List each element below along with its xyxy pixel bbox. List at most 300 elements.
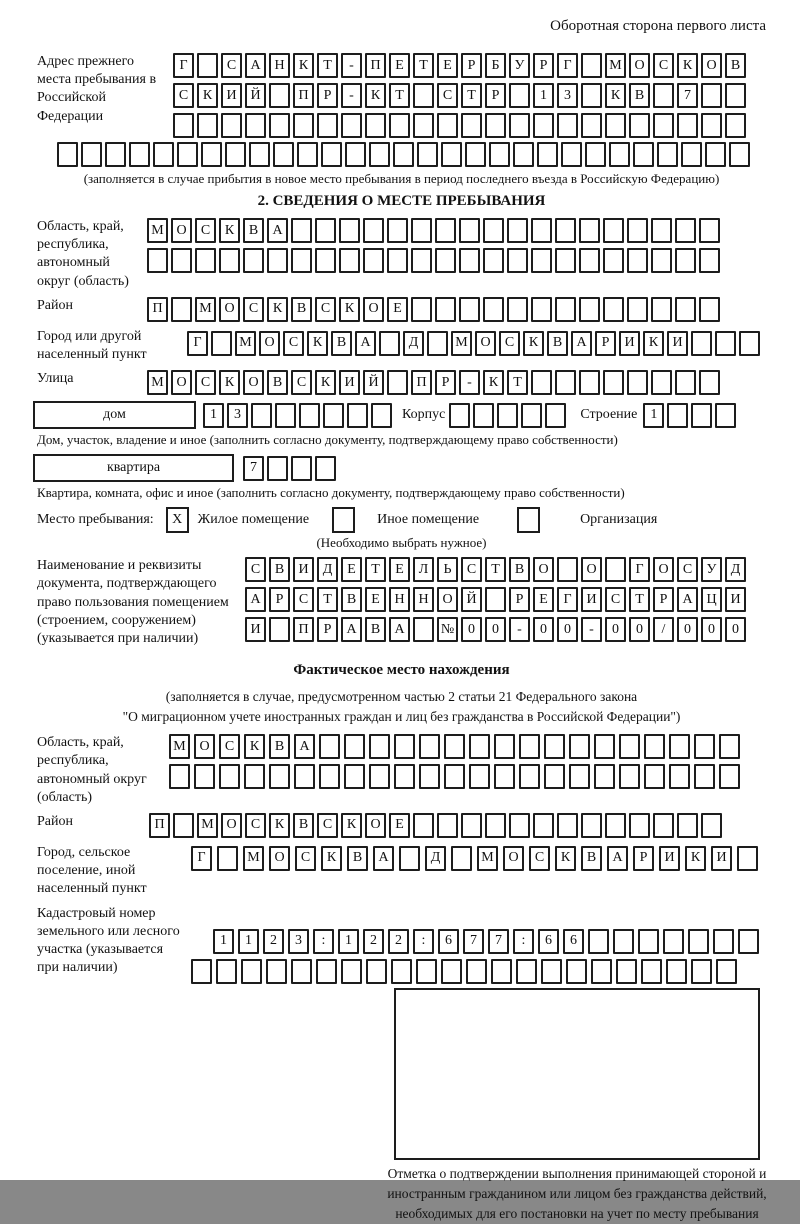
- char-box[interactable]: О: [629, 53, 650, 78]
- char-box[interactable]: [507, 218, 528, 243]
- char-box[interactable]: [147, 248, 168, 273]
- char-box[interactable]: [519, 764, 540, 789]
- char-box[interactable]: Е: [387, 297, 408, 322]
- char-box[interactable]: Н: [389, 587, 410, 612]
- char-box[interactable]: Д: [725, 557, 746, 582]
- char-box[interactable]: [509, 113, 530, 138]
- char-box[interactable]: [365, 113, 386, 138]
- char-box[interactable]: О: [171, 218, 192, 243]
- char-box[interactable]: О: [219, 297, 240, 322]
- char-box[interactable]: Л: [413, 557, 434, 582]
- char-box[interactable]: [444, 734, 465, 759]
- char-box[interactable]: Е: [341, 557, 362, 582]
- char-box[interactable]: [594, 734, 615, 759]
- char-box[interactable]: [171, 297, 192, 322]
- char-box[interactable]: [691, 959, 712, 984]
- char-box[interactable]: Т: [485, 557, 506, 582]
- char-box[interactable]: К: [555, 846, 576, 871]
- char-box[interactable]: [341, 113, 362, 138]
- char-box[interactable]: М: [243, 846, 264, 871]
- char-box[interactable]: М: [605, 53, 626, 78]
- char-box[interactable]: Й: [245, 83, 266, 108]
- char-box[interactable]: В: [293, 813, 314, 838]
- char-box[interactable]: [413, 83, 434, 108]
- char-box[interactable]: 7: [463, 929, 484, 954]
- char-box[interactable]: [533, 813, 554, 838]
- char-box[interactable]: О: [475, 331, 496, 356]
- char-box[interactable]: О: [221, 813, 242, 838]
- char-box[interactable]: Р: [317, 617, 338, 642]
- char-box[interactable]: [269, 764, 290, 789]
- char-box[interactable]: И: [725, 587, 746, 612]
- char-box[interactable]: [651, 370, 672, 395]
- char-box[interactable]: [201, 142, 222, 167]
- char-box[interactable]: Т: [317, 53, 338, 78]
- char-box[interactable]: М: [147, 218, 168, 243]
- char-box[interactable]: [291, 456, 312, 481]
- char-box[interactable]: -: [341, 53, 362, 78]
- char-box[interactable]: [557, 557, 578, 582]
- char-box[interactable]: [507, 297, 528, 322]
- char-box[interactable]: [449, 403, 470, 428]
- char-box[interactable]: 0: [701, 617, 722, 642]
- char-box[interactable]: [211, 331, 232, 356]
- char-box[interactable]: [369, 142, 390, 167]
- char-box[interactable]: К: [339, 297, 360, 322]
- char-box[interactable]: [275, 403, 296, 428]
- char-box[interactable]: [677, 813, 698, 838]
- char-box[interactable]: [657, 142, 678, 167]
- char-box[interactable]: В: [341, 587, 362, 612]
- char-box[interactable]: Г: [557, 587, 578, 612]
- char-box[interactable]: Р: [485, 83, 506, 108]
- char-box[interactable]: 0: [533, 617, 554, 642]
- char-box[interactable]: К: [267, 297, 288, 322]
- char-box[interactable]: [291, 959, 312, 984]
- char-box[interactable]: [249, 142, 270, 167]
- char-box[interactable]: [459, 297, 480, 322]
- char-box[interactable]: Б: [485, 53, 506, 78]
- char-box[interactable]: А: [294, 734, 315, 759]
- char-box[interactable]: [509, 813, 530, 838]
- char-box[interactable]: [217, 846, 238, 871]
- char-box[interactable]: [344, 764, 365, 789]
- char-box[interactable]: [267, 456, 288, 481]
- char-box[interactable]: [417, 142, 438, 167]
- char-box[interactable]: [266, 959, 287, 984]
- char-box[interactable]: [269, 113, 290, 138]
- char-box[interactable]: [675, 248, 696, 273]
- char-box[interactable]: П: [293, 83, 314, 108]
- char-box[interactable]: С: [529, 846, 550, 871]
- char-box[interactable]: [739, 331, 760, 356]
- char-box[interactable]: О: [701, 53, 722, 78]
- char-box[interactable]: [581, 113, 602, 138]
- char-box[interactable]: [579, 218, 600, 243]
- char-box[interactable]: [291, 218, 312, 243]
- char-box[interactable]: [459, 218, 480, 243]
- char-box[interactable]: [173, 813, 194, 838]
- char-box[interactable]: П: [365, 53, 386, 78]
- char-box[interactable]: [675, 297, 696, 322]
- char-box[interactable]: [441, 142, 462, 167]
- char-box[interactable]: [225, 142, 246, 167]
- char-box[interactable]: [581, 813, 602, 838]
- char-box[interactable]: [555, 370, 576, 395]
- char-box[interactable]: С: [221, 53, 242, 78]
- char-box[interactable]: [387, 370, 408, 395]
- char-box[interactable]: [699, 218, 720, 243]
- char-box[interactable]: [105, 142, 126, 167]
- char-box[interactable]: -: [509, 617, 530, 642]
- char-box[interactable]: [591, 959, 612, 984]
- char-box[interactable]: Г: [173, 53, 194, 78]
- char-box[interactable]: [719, 734, 740, 759]
- char-box[interactable]: А: [341, 617, 362, 642]
- char-box[interactable]: К: [341, 813, 362, 838]
- char-box[interactable]: [347, 403, 368, 428]
- char-box[interactable]: [675, 370, 696, 395]
- char-box[interactable]: [244, 764, 265, 789]
- char-box[interactable]: [339, 218, 360, 243]
- char-box[interactable]: [653, 813, 674, 838]
- char-box[interactable]: [557, 813, 578, 838]
- char-box[interactable]: Г: [557, 53, 578, 78]
- char-box[interactable]: [715, 403, 736, 428]
- char-box[interactable]: О: [437, 587, 458, 612]
- char-box[interactable]: [725, 83, 746, 108]
- char-box[interactable]: Н: [269, 53, 290, 78]
- char-box[interactable]: 3: [557, 83, 578, 108]
- char-box[interactable]: [715, 331, 736, 356]
- char-box[interactable]: [581, 83, 602, 108]
- char-box[interactable]: [485, 113, 506, 138]
- char-box[interactable]: [627, 370, 648, 395]
- char-box[interactable]: [519, 734, 540, 759]
- char-box[interactable]: [437, 113, 458, 138]
- char-box[interactable]: :: [413, 929, 434, 954]
- char-box[interactable]: [516, 959, 537, 984]
- char-box[interactable]: И: [659, 846, 680, 871]
- char-box[interactable]: [339, 248, 360, 273]
- char-box[interactable]: В: [365, 617, 386, 642]
- char-box[interactable]: [737, 846, 758, 871]
- char-box[interactable]: О: [653, 557, 674, 582]
- char-box[interactable]: [171, 248, 192, 273]
- char-box[interactable]: [594, 764, 615, 789]
- char-box[interactable]: [569, 764, 590, 789]
- char-box[interactable]: 3: [288, 929, 309, 954]
- char-box[interactable]: Р: [533, 53, 554, 78]
- char-box[interactable]: [391, 959, 412, 984]
- char-box[interactable]: [57, 142, 78, 167]
- char-box[interactable]: [316, 959, 337, 984]
- char-box[interactable]: А: [245, 587, 266, 612]
- char-box[interactable]: [681, 142, 702, 167]
- char-box[interactable]: [691, 403, 712, 428]
- char-box[interactable]: [585, 142, 606, 167]
- char-box[interactable]: Й: [461, 587, 482, 612]
- char-box[interactable]: [691, 331, 712, 356]
- char-box[interactable]: [579, 370, 600, 395]
- char-box[interactable]: [466, 959, 487, 984]
- char-box[interactable]: 3: [227, 403, 248, 428]
- char-box[interactable]: [675, 218, 696, 243]
- char-box[interactable]: Т: [317, 587, 338, 612]
- char-box[interactable]: [609, 142, 630, 167]
- char-box[interactable]: [299, 403, 320, 428]
- char-box[interactable]: Е: [365, 587, 386, 612]
- char-box[interactable]: [653, 83, 674, 108]
- char-box[interactable]: В: [629, 83, 650, 108]
- char-box[interactable]: [394, 734, 415, 759]
- char-box[interactable]: С: [173, 83, 194, 108]
- char-box[interactable]: И: [245, 617, 266, 642]
- char-box[interactable]: И: [339, 370, 360, 395]
- char-box[interactable]: 6: [563, 929, 584, 954]
- char-box[interactable]: В: [269, 557, 290, 582]
- char-box[interactable]: 6: [538, 929, 559, 954]
- char-box[interactable]: И: [221, 83, 242, 108]
- char-box[interactable]: В: [269, 734, 290, 759]
- checkbox-organizatsiya[interactable]: [517, 507, 540, 533]
- char-box[interactable]: [387, 218, 408, 243]
- char-box[interactable]: К: [293, 53, 314, 78]
- char-box[interactable]: [323, 403, 344, 428]
- char-box[interactable]: 7: [677, 83, 698, 108]
- char-box[interactable]: [633, 142, 654, 167]
- char-box[interactable]: В: [331, 331, 352, 356]
- char-box[interactable]: [369, 764, 390, 789]
- char-box[interactable]: П: [293, 617, 314, 642]
- char-box[interactable]: И: [581, 587, 602, 612]
- char-box[interactable]: С: [437, 83, 458, 108]
- char-box[interactable]: 0: [629, 617, 650, 642]
- char-box[interactable]: [555, 297, 576, 322]
- char-box[interactable]: [413, 617, 434, 642]
- char-box[interactable]: [245, 113, 266, 138]
- char-box[interactable]: [387, 248, 408, 273]
- char-box[interactable]: П: [411, 370, 432, 395]
- char-box[interactable]: [389, 113, 410, 138]
- char-box[interactable]: [483, 248, 504, 273]
- char-box[interactable]: [719, 764, 740, 789]
- char-box[interactable]: А: [373, 846, 394, 871]
- char-box[interactable]: [605, 813, 626, 838]
- char-box[interactable]: Е: [389, 557, 410, 582]
- char-box[interactable]: А: [571, 331, 592, 356]
- char-box[interactable]: [411, 218, 432, 243]
- char-box[interactable]: Й: [363, 370, 384, 395]
- char-box[interactable]: Е: [389, 813, 410, 838]
- char-box[interactable]: [544, 764, 565, 789]
- char-box[interactable]: [699, 248, 720, 273]
- char-box[interactable]: [219, 764, 240, 789]
- char-box[interactable]: С: [315, 297, 336, 322]
- char-box[interactable]: Г: [629, 557, 650, 582]
- char-box[interactable]: [435, 218, 456, 243]
- char-box[interactable]: 1: [213, 929, 234, 954]
- char-box[interactable]: Г: [191, 846, 212, 871]
- char-box[interactable]: С: [293, 587, 314, 612]
- char-box[interactable]: [588, 929, 609, 954]
- char-box[interactable]: [485, 813, 506, 838]
- char-box[interactable]: К: [307, 331, 328, 356]
- char-box[interactable]: Т: [413, 53, 434, 78]
- char-box[interactable]: Д: [403, 331, 424, 356]
- char-box[interactable]: [701, 83, 722, 108]
- char-box[interactable]: [663, 929, 684, 954]
- char-box[interactable]: [197, 113, 218, 138]
- char-box[interactable]: [555, 248, 576, 273]
- char-box[interactable]: Т: [365, 557, 386, 582]
- char-box[interactable]: К: [269, 813, 290, 838]
- char-box[interactable]: [435, 297, 456, 322]
- char-box[interactable]: И: [619, 331, 640, 356]
- char-box[interactable]: М: [169, 734, 190, 759]
- char-box[interactable]: [489, 142, 510, 167]
- char-box[interactable]: В: [581, 846, 602, 871]
- char-box[interactable]: А: [677, 587, 698, 612]
- char-box[interactable]: [461, 113, 482, 138]
- char-box[interactable]: [566, 959, 587, 984]
- char-box[interactable]: [319, 764, 340, 789]
- char-box[interactable]: [393, 142, 414, 167]
- char-box[interactable]: [194, 764, 215, 789]
- char-box[interactable]: [81, 142, 102, 167]
- char-box[interactable]: [419, 734, 440, 759]
- char-box[interactable]: О: [581, 557, 602, 582]
- char-box[interactable]: 0: [485, 617, 506, 642]
- char-box[interactable]: О: [269, 846, 290, 871]
- char-box[interactable]: К: [483, 370, 504, 395]
- char-box[interactable]: [461, 813, 482, 838]
- char-box[interactable]: [605, 113, 626, 138]
- char-box[interactable]: [537, 142, 558, 167]
- char-box[interactable]: М: [477, 846, 498, 871]
- char-box[interactable]: [669, 734, 690, 759]
- char-box[interactable]: [315, 218, 336, 243]
- char-box[interactable]: [666, 959, 687, 984]
- char-box[interactable]: С: [195, 370, 216, 395]
- checkbox-zhiloe[interactable]: X: [166, 507, 189, 533]
- char-box[interactable]: [221, 113, 242, 138]
- char-box[interactable]: [569, 734, 590, 759]
- char-box[interactable]: [638, 929, 659, 954]
- char-box[interactable]: [371, 403, 392, 428]
- char-box[interactable]: [541, 959, 562, 984]
- char-box[interactable]: П: [147, 297, 168, 322]
- char-box[interactable]: К: [219, 218, 240, 243]
- char-box[interactable]: :: [513, 929, 534, 954]
- char-box[interactable]: [494, 734, 515, 759]
- char-box[interactable]: Д: [317, 557, 338, 582]
- char-box[interactable]: [619, 734, 640, 759]
- char-box[interactable]: :: [313, 929, 334, 954]
- char-box[interactable]: [694, 764, 715, 789]
- char-box[interactable]: [513, 142, 534, 167]
- char-box[interactable]: [469, 734, 490, 759]
- char-box[interactable]: О: [243, 370, 264, 395]
- char-box[interactable]: [651, 248, 672, 273]
- char-box[interactable]: [603, 218, 624, 243]
- char-box[interactable]: [267, 248, 288, 273]
- char-box[interactable]: К: [365, 83, 386, 108]
- char-box[interactable]: Г: [187, 331, 208, 356]
- char-box[interactable]: С: [245, 813, 266, 838]
- char-box[interactable]: [191, 959, 212, 984]
- char-box[interactable]: [729, 142, 750, 167]
- char-box[interactable]: У: [509, 53, 530, 78]
- char-box[interactable]: О: [259, 331, 280, 356]
- char-box[interactable]: [269, 617, 290, 642]
- char-box[interactable]: [644, 764, 665, 789]
- char-box[interactable]: 0: [605, 617, 626, 642]
- char-box[interactable]: П: [149, 813, 170, 838]
- char-box[interactable]: [557, 113, 578, 138]
- char-box[interactable]: [713, 929, 734, 954]
- char-box[interactable]: [315, 456, 336, 481]
- char-box[interactable]: [509, 83, 530, 108]
- char-box[interactable]: [545, 403, 566, 428]
- char-box[interactable]: [399, 846, 420, 871]
- char-box[interactable]: О: [365, 813, 386, 838]
- char-box[interactable]: А: [607, 846, 628, 871]
- char-box[interactable]: [483, 218, 504, 243]
- char-box[interactable]: [363, 248, 384, 273]
- char-box[interactable]: 1: [533, 83, 554, 108]
- char-box[interactable]: А: [355, 331, 376, 356]
- char-box[interactable]: М: [197, 813, 218, 838]
- char-box[interactable]: О: [503, 846, 524, 871]
- char-box[interactable]: [394, 764, 415, 789]
- char-box[interactable]: [699, 370, 720, 395]
- char-box[interactable]: [419, 764, 440, 789]
- char-box[interactable]: О: [194, 734, 215, 759]
- char-box[interactable]: [294, 764, 315, 789]
- char-box[interactable]: [579, 297, 600, 322]
- char-box[interactable]: [581, 53, 602, 78]
- char-box[interactable]: Р: [509, 587, 530, 612]
- char-box[interactable]: А: [267, 218, 288, 243]
- char-box[interactable]: 0: [557, 617, 578, 642]
- char-box[interactable]: [451, 846, 472, 871]
- char-box[interactable]: Ц: [701, 587, 722, 612]
- char-box[interactable]: [291, 248, 312, 273]
- char-box[interactable]: [485, 587, 506, 612]
- char-box[interactable]: [315, 248, 336, 273]
- char-box[interactable]: В: [547, 331, 568, 356]
- char-box[interactable]: [251, 403, 272, 428]
- char-box[interactable]: К: [605, 83, 626, 108]
- char-box[interactable]: [521, 403, 542, 428]
- char-box[interactable]: [273, 142, 294, 167]
- char-box[interactable]: 0: [725, 617, 746, 642]
- char-box[interactable]: [619, 764, 640, 789]
- char-box[interactable]: Р: [317, 83, 338, 108]
- char-box[interactable]: -: [341, 83, 362, 108]
- char-box[interactable]: Е: [437, 53, 458, 78]
- char-box[interactable]: В: [267, 370, 288, 395]
- char-box[interactable]: [344, 734, 365, 759]
- char-box[interactable]: [465, 142, 486, 167]
- char-box[interactable]: [241, 959, 262, 984]
- char-box[interactable]: [173, 113, 194, 138]
- char-box[interactable]: [605, 557, 626, 582]
- char-box[interactable]: [705, 142, 726, 167]
- char-box[interactable]: [129, 142, 150, 167]
- char-box[interactable]: [725, 113, 746, 138]
